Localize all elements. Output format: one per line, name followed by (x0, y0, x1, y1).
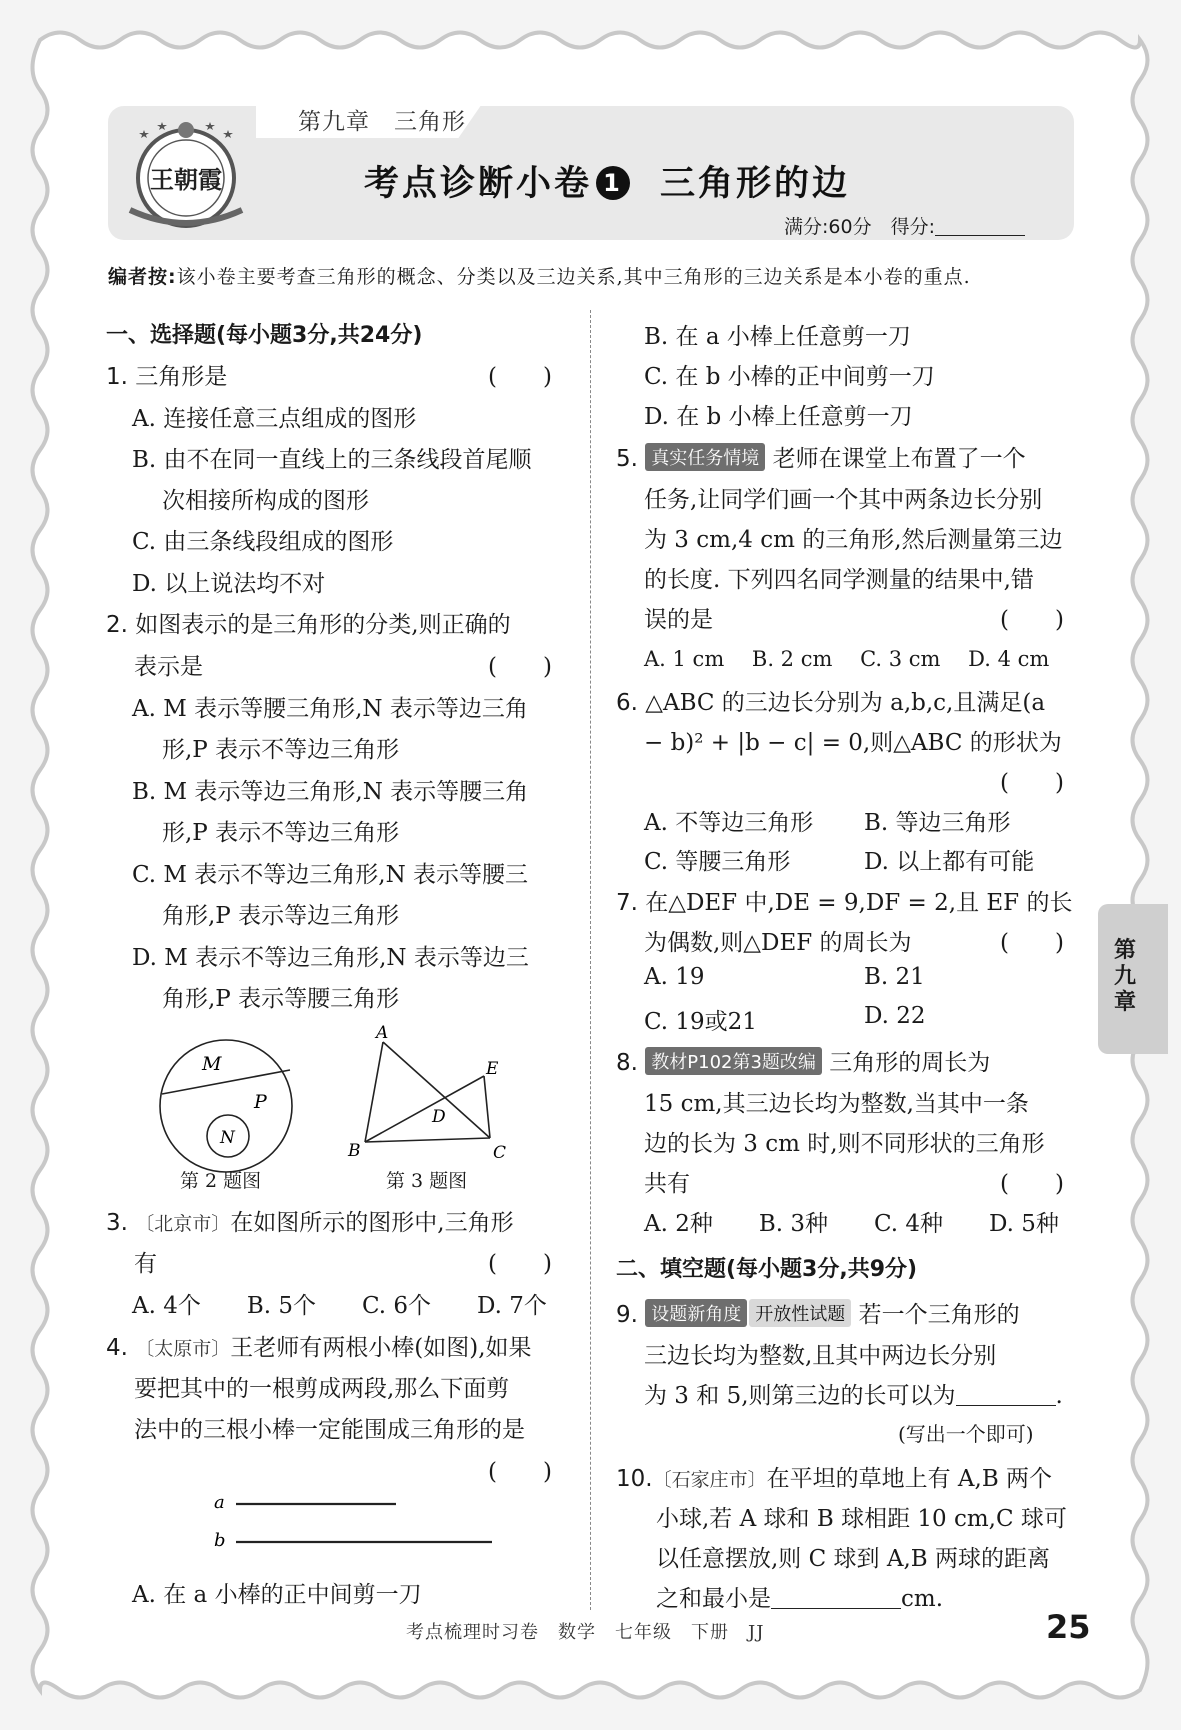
q10-stem-cont2: 以任意摆放,则 C 球到 A,B 两球的距离 (656, 1546, 1050, 1572)
column-divider (590, 310, 591, 1610)
logo-icon (122, 116, 256, 234)
q9-stem-cont2: 为 3 和 5,则第三边的长可以为 . (644, 1383, 1063, 1409)
q6-stem: 6. △ABC 的三边长分别为 a,b,c,且满足(a (616, 690, 1046, 716)
q1-answer-paren: ( ) (488, 364, 552, 390)
q4-stem-cont2: 法中的三根小棒一定能围成三角形的是 (134, 1417, 525, 1443)
q9-tag-1: 设题新角度 (645, 1299, 747, 1327)
q10-answer-blank[interactable] (771, 1608, 901, 1609)
q10-stem: 10.〔石家庄市〕在平坦的草地上有 A,B 两个 (616, 1466, 1053, 1492)
q5-stem-cont2: 为 3 cm,4 cm 的三角形,然后测量第三边 (644, 527, 1063, 553)
figure-2-caption: 第 2 题图 (180, 1170, 262, 1192)
q7-option-a: A. 19 (644, 964, 705, 990)
q10-stem-cont3: 之和最小是 cm. (656, 1586, 944, 1612)
fig3-label-e: E (486, 1059, 499, 1079)
q4-stem-cont1: 要把其中的一根剪成两段,那么下面剪 (134, 1376, 510, 1402)
q9-note: (写出一个即可) (898, 1422, 1034, 1446)
editor-note: 编者按:该小卷主要考查三角形的概念、分类以及三边关系,其中三角形的三边关系是本小卷的重点. (108, 266, 971, 288)
q9-stem: 9. 设题新角度 开放性试题 若一个三角形的 (616, 1296, 1020, 1329)
q8-answer-paren: ( ) (1000, 1171, 1064, 1197)
q4-option-b: B. 在 a 小棒上任意剪一刀 (644, 324, 911, 350)
q5-stem-cont1: 任务,让同学们画一个其中两条边长分别 (644, 487, 1043, 513)
q1-option-b: B. 由不在同一直线上的三条线段首尾顺 (132, 447, 532, 473)
score-line: 满分:60分 得分: (784, 212, 1025, 239)
q6-answer-paren: ( ) (1000, 770, 1064, 796)
q6-option-c: C. 等腰三角形 (644, 849, 791, 875)
q4-option-a: A. 在 a 小棒的正中间剪一刀 (132, 1582, 422, 1608)
q2-option-d: D. M 表示不等边三角形,N 表示等边三 (132, 945, 529, 971)
fig3-label-d: D (432, 1107, 446, 1127)
q1-option-d: D. 以上说法均不对 (132, 571, 326, 597)
page-number: 25 (1046, 1608, 1091, 1646)
q3-options: A. 4个 B. 5个 C. 6个 D. 7个 (132, 1293, 547, 1319)
q4-stem: 4. 〔太原市〕王老师有两根小棒(如图),如果 (106, 1335, 532, 1361)
q9-stem-cont1: 三边长均为整数,且其中两边长分别 (644, 1343, 997, 1369)
q2-option-c-cont: 角形,P 表示等边三角形 (162, 903, 400, 929)
fig3-label-c: C (493, 1143, 507, 1163)
section-choice-title: 一、选择题(每小题3分,共24分) (106, 323, 423, 348)
q2-option-d-cont: 角形,P 表示等腰三角形 (162, 986, 400, 1012)
q9-tag-2: 开放性试题 (749, 1299, 851, 1327)
title-number-badge: 1 (596, 166, 630, 200)
q7-option-b: B. 21 (864, 964, 925, 990)
fig2-label-n: N (220, 1128, 235, 1148)
q8-stem-cont1: 15 cm,其三边长均为整数,当其中一条 (644, 1091, 1029, 1117)
q8-stem-cont3: 共有 (644, 1171, 690, 1197)
fig3-label-a: A (376, 1024, 389, 1043)
q7-stem-cont: 为偶数,则△DEF 的周长为 (644, 930, 912, 956)
fig2-label-p: P (254, 1091, 267, 1113)
q6-stem-cont: − b)² + |b − c| = 0,则△ABC 的形状为 (644, 730, 1062, 756)
q7-answer-paren: ( ) (1000, 930, 1064, 956)
fig3-label-b: B (348, 1141, 361, 1161)
q5-tag: 真实任务情境 (645, 443, 765, 471)
q4-option-d: D. 在 b 小棒上任意剪一刀 (644, 404, 913, 430)
q1-option-a: A. 连接任意三点组成的图形 (132, 406, 417, 432)
q5-stem-cont4: 误的是 (644, 607, 713, 633)
figure-4-sticks (210, 1490, 500, 1556)
section-fill-title: 二、填空题(每小题3分,共9分) (616, 1257, 918, 1282)
q3-stem-cont: 有 (134, 1251, 157, 1277)
q4-answer-paren: ( ) (488, 1459, 552, 1485)
q2-answer-paren: ( ) (488, 654, 552, 680)
q10-stem-cont1: 小球,若 A 球和 B 球相距 10 cm,C 球可 (656, 1506, 1067, 1532)
q2-stem-cont: 表示是 (134, 654, 203, 680)
q1-option-b-cont: 次相接所构成的图形 (162, 488, 369, 514)
q5-stem-cont3: 的长度. 下列四名同学测量的结果中,错 (644, 567, 1034, 593)
footer-text: 考点梳理时习卷 数学 七年级 下册 JJ (406, 1622, 765, 1643)
q2-option-a: A. M 表示等腰三角形,N 表示等边三角 (132, 696, 528, 722)
q2-option-a-cont: 形,P 表示不等边三角形 (162, 737, 400, 763)
q8-stem-cont2: 边的长为 3 cm 时,则不同形状的三角形 (644, 1131, 1045, 1157)
q9-answer-blank[interactable] (956, 1405, 1056, 1406)
stick-a-label: a (214, 1492, 225, 1513)
q5-options: A. 1 cm B. 2 cm C. 3 cm D. 4 cm (644, 647, 1050, 671)
q3-answer-paren: ( ) (488, 1251, 552, 1277)
q6-option-d: D. 以上都有可能 (864, 849, 1035, 875)
q6-option-a: A. 不等边三角形 (644, 810, 814, 836)
figure-2-classification (156, 1036, 296, 1176)
fig2-label-m: M (202, 1053, 222, 1075)
q5-stem: 5. 真实任务情境 老师在课堂上布置了一个 (616, 440, 1026, 473)
logo-text: 王朝霞 (150, 165, 222, 194)
q7-option-d: D. 22 (864, 1003, 926, 1029)
q2-option-c: C. M 表示不等边三角形,N 表示等腰三 (132, 862, 529, 888)
q1-stem: 1. 三角形是 (106, 364, 228, 390)
page-title: 考点诊断小卷 1 三角形的边 (364, 164, 851, 204)
figure-3-triangles (340, 1024, 520, 1174)
q2-stem: 2. 如图表示的是三角形的分类,则正确的 (106, 612, 511, 638)
q8-tag: 教材P102第3题改编 (645, 1047, 822, 1075)
q5-answer-paren: ( ) (1000, 607, 1064, 633)
q8-stem: 8. 教材P102第3题改编 三角形的周长为 (616, 1044, 990, 1077)
q8-options: A. 2种 B. 3种 C. 4种 D. 5种 (644, 1211, 1059, 1237)
q1-option-c: C. 由三条线段组成的图形 (132, 529, 394, 555)
q4-option-c: C. 在 b 小棒的正中间剪一刀 (644, 364, 935, 390)
q7-option-c: C. 19或21 (644, 1009, 757, 1035)
figure-3-caption: 第 3 题图 (386, 1170, 468, 1192)
q3-stem: 3. 〔北京市〕在如图所示的图形中,三角形 (106, 1210, 514, 1236)
stick-b-label: b (214, 1530, 226, 1551)
q7-stem: 7. 在△DEF 中,DE = 9,DF = 2,且 EF 的长 (616, 890, 1073, 916)
q2-option-b: B. M 表示等边三角形,N 表示等腰三角 (132, 779, 529, 805)
chapter-label: 第九章 三角形 (298, 109, 466, 135)
q6-option-b: B. 等边三角形 (864, 810, 1011, 836)
chapter-side-label: 第九章 (1113, 938, 1136, 1015)
q2-option-b-cont: 形,P 表示不等边三角形 (162, 820, 400, 846)
